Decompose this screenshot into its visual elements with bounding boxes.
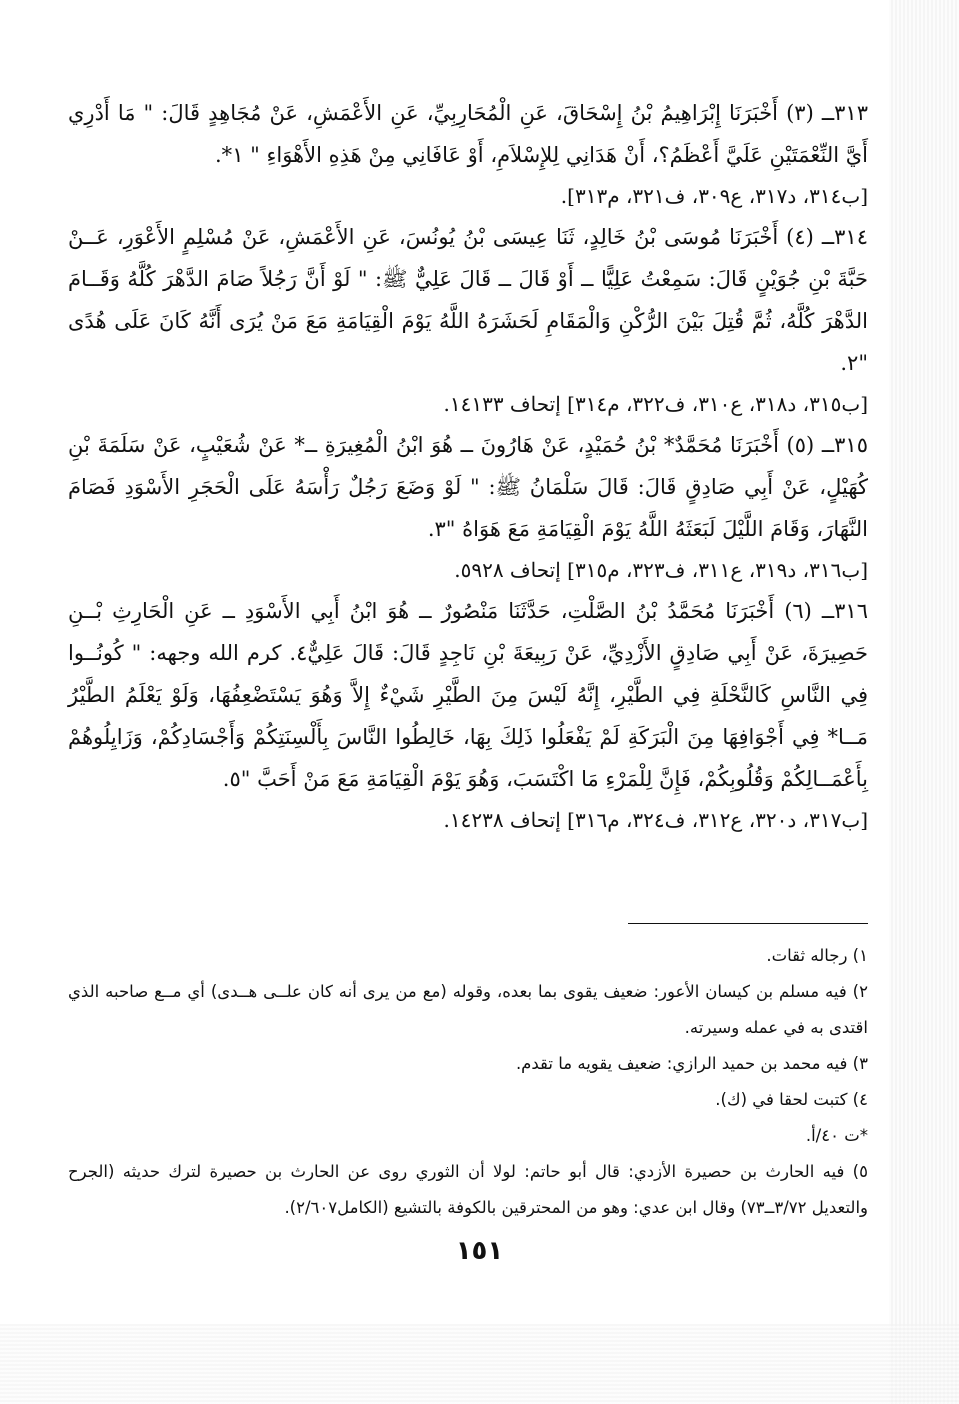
footnote-separator: [628, 923, 868, 924]
hadith-316-text: ٣١٦ــ (٦) أَخْبَرَنَا مُحَمَّدُ بْنُ الصَّلْتِ، حَدَّثَنَا مَنْصُورٌ ــ هُوَ ابْنُ أَبِي الأَسْوَدِ ــ عَنِ الْحَارِثِ بْــنِ حَصِيرَةَ، عَنْ أَبِي صَادِقٍ الأَزْدِيِّ، عَنْ رَبِيعَةَ بْنِ نَاجِدٍ قَالَ: قَالَ عَلِيٌّ٤. كرم الله وجهه: " كُونُــوا فِي النَّاسِ كَالنَّحْلَةِ فِي الطَّيْرِ، إِنَّهُ لَيْسَ مِنَ الطَّيْرِ شَيْءٌ إِلاَّ وَهُوَ يَسْتَضْعِفُهَا، وَلَوْ يَعْلَمُ الطَّيْرُ مَــا* فِي أَجْوَافِهَا مِنَ الْبَرَكَةِ لَمْ يَفْعَلُوا ذَلِكَ بِهَا، خَالِطُوا النَّاسَ بِأَلْسِنَتِكُمْ وَأَجْسَادِكُمْ، وَزَايِلُوهُمْ بِأَعْمَــالِكُمْ وَقُلُوبِكُمْ، فَإِنَّ لِلْمَرْءِ مَا اكْتَسَبَ، وَهُوَ يَوْمَ الْقِيَامَةِ مَعَ مَنْ أَحَبَّ "٥.: [68, 599, 868, 791]
footnote-3: ٣) فيه محمد بن حميد الرازي: ضعيف يقويه ما تقدم.: [515, 1054, 868, 1073]
footnote-1: ١) رجاله ثقات.: [766, 946, 868, 965]
footnote-manuscript-marker: *ت ٤٠/أ.: [805, 1126, 868, 1145]
hadith-313-reference: [ب٣١٤، د٣١٧، ع٣٠٩، ف٣٢١، م٣١٣].: [560, 184, 868, 208]
hadith-315-text: ٣١٥ــ (٥) أَخْبَرَنَا مُحَمَّدٌ* بْنُ حُمَيْدٍ، عَنْ هَارُونَ ــ هُوَ ابْنُ الْمُغِيرَةِ ــ* عَنْ شُعَيْبٍ، عَنْ سَلَمَةَ بْنِ كُهَيْلٍ، عَنْ أَبِي صَادِقٍ قَالَ: قَالَ سَلْمَانُ ﷺ: " لَوْ وَضَعَ رَجُلٌ رَأْسَهُ عَلَى الْحَجَرِ الأَسْوَدِ فَصَامَ النَّهَارَ، وَقَامَ اللَّيْلَ لَبَعَثَهُ اللَّهُ يَوْمَ الْقِيَامَةِ مَعَ هَوَاهُ "٣.: [68, 433, 868, 541]
scan-edge-texture: [889, 0, 959, 1404]
hadith-316-reference: [ب٣١٧، د٣٢٠، ع٣١٢، ف٣٢٤، م٣١٦] إتحاف ١٤٢٣٨.: [443, 808, 868, 832]
hadith-text-block: [68, 92, 868, 840]
hadith-314-reference: [ب٣١٥، د٣١٨، ع٣١٠، ف٣٢٢، م٣١٤] إتحاف ١٤١٣٣.: [443, 392, 868, 416]
scan-bottom-texture: [0, 1324, 959, 1404]
page-number: ١٥١: [455, 1236, 504, 1266]
footnotes-block: [68, 938, 868, 1226]
footnote-2: ٢) فيه مسلم بن كيسان الأعور: ضعيف يقوى بما بعده، وقوله (مع من يرى أنه كان علــى هــدى) أي مــع صاحبه الذي اقتدى به في عمله وسيرته.: [68, 982, 868, 1037]
footnote-5: ٥) فيه الحارث بن حصيرة الأزدي: قال أبو حاتم: لولا أن الثوري روى عن الحارث بن حصيرة لترك حديثه (الجرح والتعديل ٣/٧٢ــ٧٣) وقال ابن عدي: وهو من المحترقين بالكوفة بالتشيع (الكامل٢/٦٠٧).: [68, 1162, 868, 1217]
footnote-4: ٤) كتبت لحقا في (ك).: [715, 1090, 868, 1109]
hadith-315-reference: [ب٣١٦، د٣١٩، ع٣١١، ف٣٢٣، م٣١٥] إتحاف ٥٩٢٨.: [454, 558, 868, 582]
hadith-314-text: ٣١٤ــ (٤) أَخْبَرَنَا مُوسَى بْنُ خَالِدٍ، ثَنَا عِيسَى بْنُ يُونُسَ، عَنِ الأَعْمَشِ، عَنْ مُسْلِمٍ الأَعْوَرِ، عَــنْ حَبَّةَ بْنِ جُوَيْنٍ قَالَ: سَمِعْتُ عَلِيًّا ــ أَوْ قَالَ ــ قَالَ عَلِيٌّ ﷺ: " لَوْ أَنَّ رَجُلاً صَامَ الدَّهْرَ كُلَّهُ وَقَــامَ الدَّهْرَ كُلَّهُ، ثُمَّ قُتِلَ بَيْنَ الرُّكْنِ وَالْمَقَامِ لَحَشَرَهُ اللَّهُ يَوْمَ الْقِيَامَةِ مَعَ مَنْ يُرَى أَنَّهُ كَانَ عَلَى هُدًى "٢.: [68, 225, 868, 375]
hadith-313-text: ٣١٣ــ (٣) أَخْبَرَنَا إِبْرَاهِيمُ بْنُ إِسْحَاقَ، عَنِ الْمُحَارِبِيِّ، عَنِ الأَعْمَشِ، عَنْ مُجَاهِدٍ قَالَ: " مَا أَدْرِي أَيَّ النِّعْمَتَيْنِ عَلَيَّ أَعْظَمُ؟، أَنْ هَدَانِي لِلإِسْلاَمِ، أَوْ عَافَانِي مِنْ هَذِهِ الأَهْوَاءِ " ١*.: [68, 101, 868, 167]
